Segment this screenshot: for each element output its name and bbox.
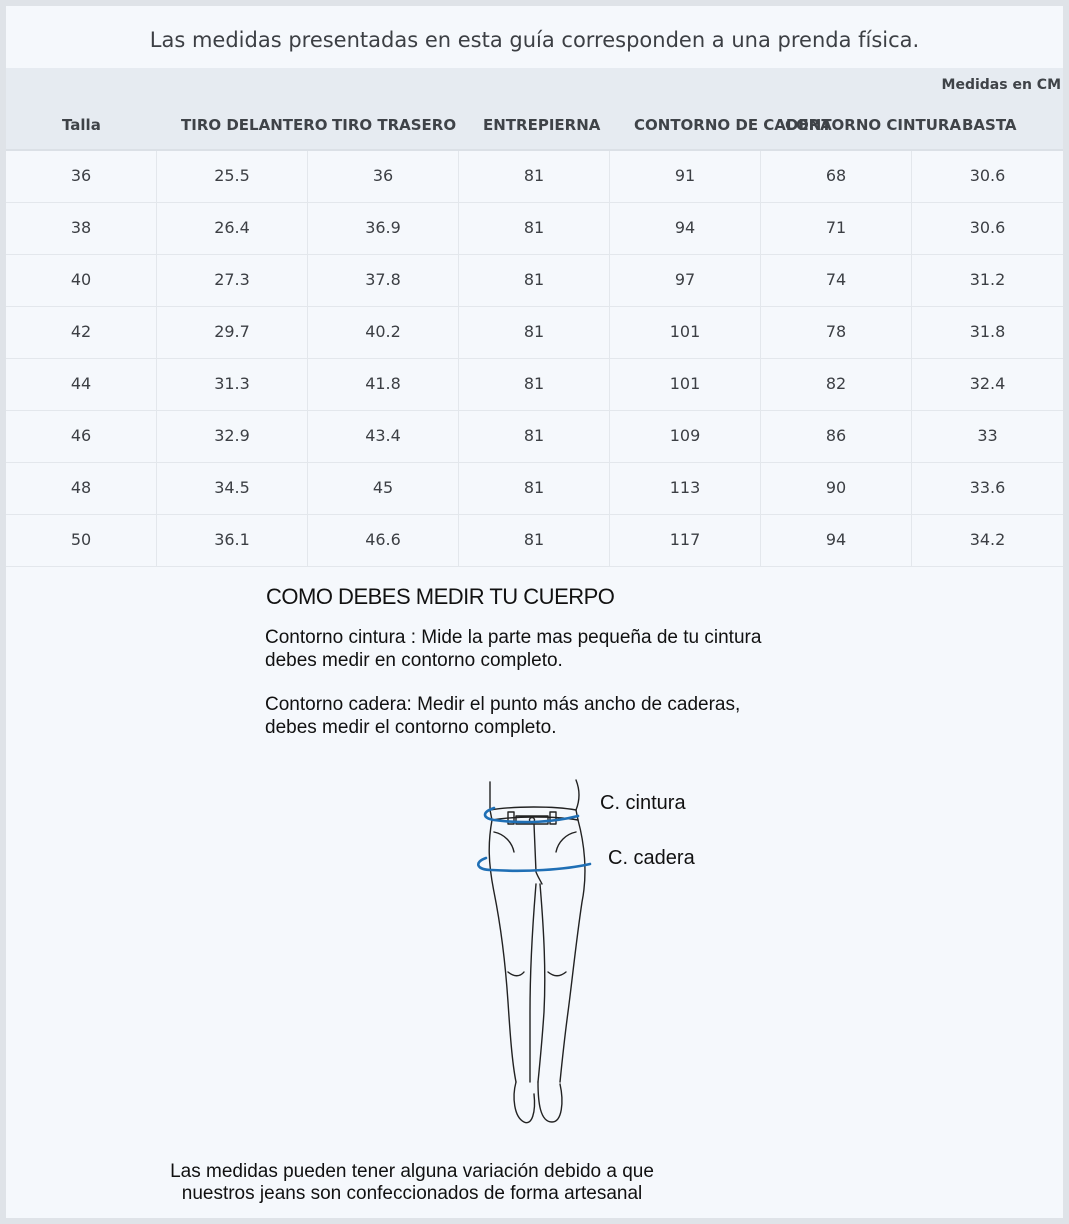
waist-instruction-line: debes medir en contorno completo. (265, 650, 563, 671)
table-cell: 50 (6, 515, 157, 566)
table-row (6, 255, 1063, 307)
table-cell: 81 (459, 411, 610, 462)
table-cell: 36.9 (308, 203, 459, 254)
table-cell: 27.3 (157, 255, 308, 306)
table-cell: 41.8 (308, 359, 459, 410)
unit-row (6, 68, 1063, 102)
table-cell: 91 (610, 151, 761, 202)
table-row (6, 203, 1063, 255)
table-cell: 94 (610, 203, 761, 254)
table-cell: 48 (6, 463, 157, 514)
table-cell: 44 (6, 359, 157, 410)
hip-instruction-line: debes medir el contorno completo. (265, 717, 557, 738)
size-guide-panel (6, 6, 1063, 1218)
table-cell: 26.4 (157, 203, 308, 254)
table-row (6, 307, 1063, 359)
table-cell: 97 (610, 255, 761, 306)
table-cell: 43.4 (308, 411, 459, 462)
footer-line: nuestros jeans son confeccionados de forma artesanal (181, 1183, 643, 1204)
table-cell: 31.2 (969, 270, 1006, 289)
hip-label: C. cadera (608, 847, 695, 869)
waist-measure-line (485, 808, 578, 822)
table-cell: 36 (6, 151, 157, 202)
table-cell: 31.3 (157, 359, 308, 410)
guide-title: COMO DEBES MEDIR TU CUERPO (266, 584, 615, 609)
hip-instructions (265, 693, 740, 739)
table-cell: 81 (459, 515, 610, 566)
table-cell: 78 (761, 307, 912, 358)
table-cell: 82 (761, 359, 912, 410)
table-cell: 94 (761, 515, 912, 566)
hip-measure-line (478, 858, 590, 871)
header-tiro-trasero: TIRO TRASERO (332, 116, 457, 134)
table-cell: 30.6 (969, 166, 1006, 185)
table-cell: 34.5 (157, 463, 308, 514)
table-cell: 117 (610, 515, 761, 566)
header-entrepierna: ENTREPIERNA (483, 116, 601, 134)
table-cell: 40.2 (308, 307, 459, 358)
intro-text: Las medidas presentadas en esta guía corresponden a una prenda física. (149, 28, 920, 52)
table-cell: 45 (308, 463, 459, 514)
table-cell: 40 (6, 255, 157, 306)
table-cell: 32.4 (969, 374, 1006, 393)
header-contorno-cadera: CONTORNO DE CADERA (634, 116, 832, 134)
header-tiro-delantero: TIRO DELANTERO (181, 116, 328, 134)
table-cell: 46.6 (308, 515, 459, 566)
table-row (6, 411, 1063, 463)
table-row (6, 359, 1063, 411)
waist-instruction-line: Contorno cintura : Mide la parte mas pequeña de tu cintura (265, 627, 762, 648)
table-cell: 36.1 (157, 515, 308, 566)
header-contorno-cintura: CONTORNO CINTURA (785, 116, 962, 134)
table-cell: 33 (977, 426, 998, 445)
table-cell: 109 (610, 411, 761, 462)
table-row (6, 151, 1063, 203)
table-cell: 81 (459, 203, 610, 254)
table-row (6, 515, 1063, 567)
table-cell: 113 (610, 463, 761, 514)
table-cell: 32.9 (157, 411, 308, 462)
table-cell: 101 (610, 307, 761, 358)
table-cell: 30.6 (969, 218, 1006, 237)
table-cell: 90 (761, 463, 912, 514)
table-header (6, 102, 1063, 151)
header-talla: Talla (62, 116, 101, 134)
table-cell: 81 (459, 359, 610, 410)
table-cell: 33.6 (969, 478, 1006, 497)
waist-label: C. cintura (600, 792, 686, 814)
unit-label: Medidas en CM (941, 77, 1061, 93)
table-cell: 31.8 (969, 322, 1006, 341)
table-cell: 74 (761, 255, 912, 306)
table-cell: 29.7 (157, 307, 308, 358)
table-cell: 81 (459, 463, 610, 514)
jeans-illustration (464, 772, 604, 1136)
table-cell: 81 (459, 151, 610, 202)
table-cell: 71 (761, 203, 912, 254)
hip-instruction-line: Contorno cadera: Medir el punto más ancho de caderas, (265, 694, 741, 715)
table-body (6, 151, 1063, 567)
table-cell: 38 (6, 203, 157, 254)
table-cell: 86 (761, 411, 912, 462)
table-row (6, 463, 1063, 515)
waist-instructions (265, 626, 761, 672)
table-cell: 81 (459, 307, 610, 358)
footer-note (6, 1161, 818, 1205)
table-cell: 46 (6, 411, 157, 462)
table-cell: 34.2 (969, 530, 1006, 549)
footer-line: Las medidas pueden tener alguna variación debido a que (170, 1161, 654, 1182)
table-cell: 25.5 (157, 151, 308, 202)
table-cell: 37.8 (308, 255, 459, 306)
table-cell: 81 (459, 255, 610, 306)
table-cell: 42 (6, 307, 157, 358)
table-cell: 101 (610, 359, 761, 410)
table-cell: 68 (761, 151, 912, 202)
size-table (6, 68, 1063, 567)
header-basta: BASTA (962, 116, 1017, 134)
jeans-drawing (464, 772, 604, 1132)
table-cell: 36 (308, 151, 459, 202)
